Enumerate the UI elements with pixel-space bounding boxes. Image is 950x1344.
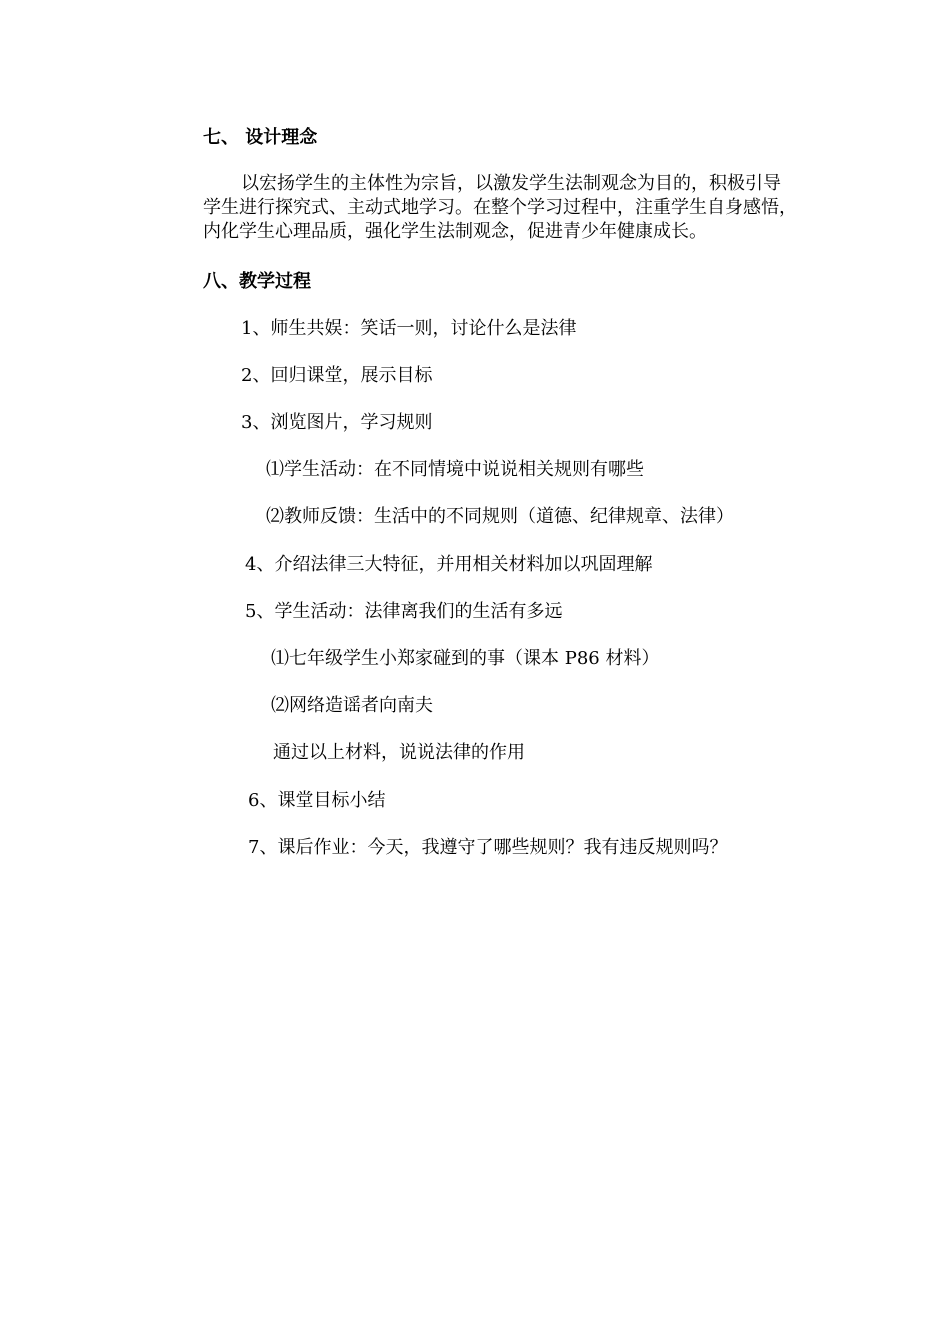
list-note: 通过以上材料，说说法律的作用: [273, 742, 525, 763]
list-subitem: ⑴七年级学生小郑家碰到的事（课本 P86 材料）: [271, 648, 660, 669]
list-subitem: ⑵教师反馈：生活中的不同规则（道德、纪律规章、法律）: [266, 506, 734, 527]
list-item: 3、浏览图片，学习规则: [241, 412, 433, 433]
list-item: 2、回归课堂，展示目标: [241, 365, 433, 386]
list-item: 6、课堂目标小结: [248, 790, 386, 811]
section-7-heading: 七、 设计理念: [203, 127, 318, 148]
list-item: 7、课后作业：今天，我遵守了哪些规则？我有违反规则吗？: [248, 837, 728, 858]
list-item: 4、介绍法律三大特征，并用相关材料加以巩固理解: [245, 554, 653, 575]
list-item: 5、学生活动：法律离我们的生活有多远: [245, 601, 563, 622]
paragraph-line-2: 学生进行探究式、主动式地学习。在整个学习过程中，注重学生自身感悟，: [203, 197, 797, 218]
section-7-paragraph: [203, 172, 803, 244]
list-subitem: ⑴学生活动：在不同情境中说说相关规则有哪些: [266, 459, 644, 480]
paragraph-line-3: 内化学生心理品质，强化学生法制观念，促进青少年健康成长。: [203, 221, 707, 242]
paragraph-line-1: 以宏扬学生的主体性为宗旨，以激发学生法制观念为目的，积极引导: [241, 173, 781, 194]
section-8-heading: 八、教学过程: [203, 271, 311, 292]
list-subitem: ⑵网络造谣者向南夫: [271, 695, 433, 716]
list-item: 1、师生共娱：笑话一则，讨论什么是法律: [241, 318, 577, 339]
